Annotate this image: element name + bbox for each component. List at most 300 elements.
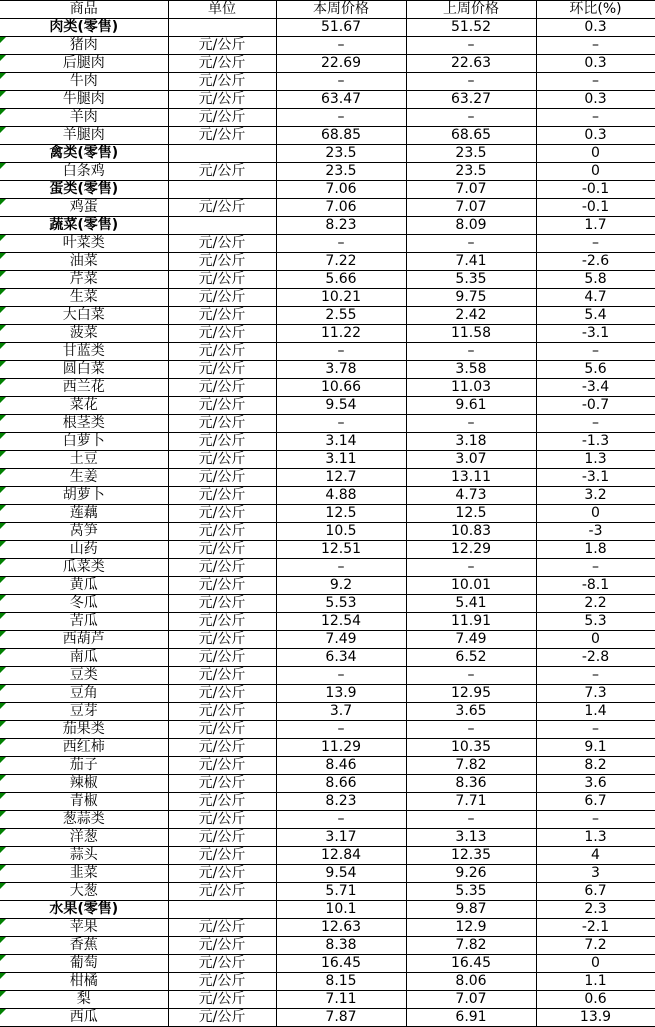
commodity-cell[interactable] bbox=[0, 577, 168, 595]
this-week-price-value: 10.66 bbox=[320, 379, 362, 395]
wow-percent-cell[interactable] bbox=[536, 91, 655, 109]
commodity-cell[interactable] bbox=[0, 271, 168, 289]
this-week-price-cell[interactable] bbox=[276, 217, 406, 235]
unit-cell[interactable] bbox=[168, 19, 276, 37]
wow-percent-cell[interactable] bbox=[536, 1009, 655, 1027]
commodity-cell[interactable] bbox=[0, 19, 168, 37]
this-week-price-cell[interactable] bbox=[276, 541, 406, 559]
wow-percent-cell[interactable] bbox=[536, 37, 655, 55]
last-week-price-cell[interactable] bbox=[406, 703, 536, 721]
wow-percent-cell[interactable] bbox=[536, 757, 655, 775]
this-week-price-cell[interactable] bbox=[276, 397, 406, 415]
unit-cell[interactable] bbox=[168, 73, 276, 91]
this-week-price-cell[interactable] bbox=[276, 937, 406, 955]
commodity-cell[interactable] bbox=[0, 973, 168, 991]
unit-cell[interactable] bbox=[168, 109, 276, 127]
unit-cell[interactable] bbox=[168, 901, 276, 919]
this-week-price-cell[interactable] bbox=[276, 865, 406, 883]
wow-percent-cell[interactable] bbox=[536, 865, 655, 883]
this-week-price-cell[interactable] bbox=[276, 919, 406, 937]
last-week-price-cell[interactable] bbox=[406, 397, 536, 415]
commodity-cell[interactable] bbox=[0, 91, 168, 109]
last-week-price-cell[interactable] bbox=[406, 721, 536, 739]
commodity-label: 韭菜 bbox=[69, 865, 98, 881]
unit-cell[interactable] bbox=[168, 37, 276, 55]
last-week-price-cell[interactable] bbox=[406, 235, 536, 253]
this-week-price-cell[interactable] bbox=[276, 955, 406, 973]
commodity-cell[interactable] bbox=[0, 901, 168, 919]
this-week-price-cell[interactable] bbox=[276, 415, 406, 433]
unit-cell[interactable] bbox=[168, 361, 276, 379]
wow-percent-cell[interactable] bbox=[536, 361, 655, 379]
commodity-cell[interactable] bbox=[0, 919, 168, 937]
unit-label: 元/公斤 bbox=[198, 307, 246, 323]
this-week-price-cell[interactable] bbox=[276, 775, 406, 793]
unit-cell[interactable] bbox=[168, 703, 276, 721]
this-week-price-cell[interactable] bbox=[276, 127, 406, 145]
unit-cell[interactable] bbox=[168, 379, 276, 397]
this-week-price-cell[interactable] bbox=[276, 559, 406, 577]
wow-percent-cell[interactable] bbox=[536, 325, 655, 343]
last-week-price-cell[interactable] bbox=[406, 73, 536, 91]
this-week-price-cell[interactable] bbox=[276, 433, 406, 451]
unit-cell[interactable] bbox=[168, 541, 276, 559]
last-week-price-cell[interactable] bbox=[406, 667, 536, 685]
last-week-price-cell[interactable] bbox=[406, 991, 536, 1009]
wow-percent-cell[interactable] bbox=[536, 55, 655, 73]
wow-percent-cell[interactable] bbox=[536, 937, 655, 955]
commodity-cell[interactable] bbox=[0, 811, 168, 829]
header-cell-last-week[interactable]: 上周价格 bbox=[406, 1, 536, 19]
unit-cell[interactable] bbox=[168, 343, 276, 361]
commodity-cell[interactable] bbox=[0, 955, 168, 973]
wow-percent-cell[interactable] bbox=[536, 829, 655, 847]
wow-percent-cell[interactable] bbox=[536, 703, 655, 721]
this-week-price-cell[interactable] bbox=[276, 757, 406, 775]
this-week-price-cell[interactable] bbox=[276, 883, 406, 901]
last-week-price-cell[interactable] bbox=[406, 865, 536, 883]
wow-percent-cell[interactable] bbox=[536, 505, 655, 523]
wow-percent-cell[interactable] bbox=[536, 271, 655, 289]
wow-percent-cell[interactable] bbox=[536, 379, 655, 397]
wow-percent-cell[interactable] bbox=[536, 631, 655, 649]
unit-cell[interactable] bbox=[168, 973, 276, 991]
commodity-cell[interactable] bbox=[0, 73, 168, 91]
this-week-price-cell[interactable] bbox=[276, 721, 406, 739]
unit-cell[interactable] bbox=[168, 523, 276, 541]
unit-cell[interactable] bbox=[168, 217, 276, 235]
last-week-price-cell[interactable] bbox=[406, 37, 536, 55]
commodity-cell[interactable] bbox=[0, 469, 168, 487]
commodity-cell[interactable] bbox=[0, 649, 168, 667]
wow-percent-cell[interactable] bbox=[536, 793, 655, 811]
wow-percent-cell[interactable] bbox=[536, 307, 655, 325]
last-week-price-cell[interactable] bbox=[406, 91, 536, 109]
last-week-price-cell[interactable] bbox=[406, 811, 536, 829]
commodity-cell[interactable] bbox=[0, 631, 168, 649]
unit-cell[interactable] bbox=[168, 415, 276, 433]
header-cell-commodity[interactable]: 商品 bbox=[0, 1, 168, 19]
unit-cell[interactable] bbox=[168, 775, 276, 793]
unit-cell[interactable] bbox=[168, 883, 276, 901]
header-cell-wow-percent[interactable]: 环比(%) bbox=[536, 1, 655, 19]
wow-percent-cell[interactable] bbox=[536, 451, 655, 469]
wow-percent-cell[interactable] bbox=[536, 721, 655, 739]
last-week-price-cell[interactable] bbox=[406, 325, 536, 343]
unit-cell[interactable] bbox=[168, 181, 276, 199]
unit-cell[interactable] bbox=[168, 613, 276, 631]
commodity-cell[interactable] bbox=[0, 361, 168, 379]
this-week-price-cell[interactable] bbox=[276, 631, 406, 649]
unit-cell[interactable] bbox=[168, 685, 276, 703]
this-week-price-cell[interactable] bbox=[276, 307, 406, 325]
last-week-price-cell[interactable] bbox=[406, 775, 536, 793]
this-week-price-cell[interactable] bbox=[276, 343, 406, 361]
commodity-cell[interactable] bbox=[0, 289, 168, 307]
wow-percent-value: -3.1 bbox=[581, 325, 610, 341]
this-week-price-cell[interactable] bbox=[276, 271, 406, 289]
commodity-cell[interactable] bbox=[0, 595, 168, 613]
commodity-cell[interactable] bbox=[0, 721, 168, 739]
last-week-price-cell[interactable] bbox=[406, 289, 536, 307]
this-week-price-cell[interactable] bbox=[276, 163, 406, 181]
last-week-price-cell[interactable] bbox=[406, 343, 536, 361]
this-week-price-cell[interactable] bbox=[276, 379, 406, 397]
commodity-cell[interactable] bbox=[0, 325, 168, 343]
commodity-cell[interactable] bbox=[0, 703, 168, 721]
this-week-price-cell[interactable] bbox=[276, 991, 406, 1009]
wow-percent-cell[interactable] bbox=[536, 577, 655, 595]
this-week-price-cell[interactable] bbox=[276, 235, 406, 253]
unit-cell[interactable] bbox=[168, 847, 276, 865]
this-week-price-cell[interactable] bbox=[276, 181, 406, 199]
unit-cell[interactable] bbox=[168, 955, 276, 973]
unit-cell[interactable] bbox=[168, 433, 276, 451]
wow-percent-cell[interactable] bbox=[536, 613, 655, 631]
this-week-price-cell[interactable] bbox=[276, 109, 406, 127]
wow-percent-cell[interactable] bbox=[536, 901, 655, 919]
this-week-price-cell[interactable] bbox=[276, 667, 406, 685]
this-week-price-cell[interactable] bbox=[276, 847, 406, 865]
commodity-cell[interactable] bbox=[0, 793, 168, 811]
commodity-cell[interactable] bbox=[0, 307, 168, 325]
last-week-price-cell[interactable] bbox=[406, 199, 536, 217]
this-week-price-cell[interactable] bbox=[276, 253, 406, 271]
this-week-price-cell[interactable] bbox=[276, 361, 406, 379]
commodity-cell[interactable] bbox=[0, 1009, 168, 1027]
wow-percent-cell[interactable] bbox=[536, 685, 655, 703]
unit-cell[interactable] bbox=[168, 91, 276, 109]
last-week-price-cell[interactable] bbox=[406, 163, 536, 181]
commodity-cell[interactable] bbox=[0, 937, 168, 955]
wow-percent-cell[interactable] bbox=[536, 343, 655, 361]
commodity-cell[interactable] bbox=[0, 253, 168, 271]
commodity-cell[interactable] bbox=[0, 541, 168, 559]
this-week-price-cell[interactable] bbox=[276, 577, 406, 595]
last-week-price-cell[interactable] bbox=[406, 739, 536, 757]
last-week-price-cell[interactable] bbox=[406, 271, 536, 289]
last-week-price-cell[interactable] bbox=[406, 469, 536, 487]
unit-cell[interactable] bbox=[168, 811, 276, 829]
last-week-price-cell[interactable] bbox=[406, 361, 536, 379]
this-week-price-value: 7.87 bbox=[325, 1009, 357, 1025]
unit-cell[interactable] bbox=[168, 793, 276, 811]
wow-percent-cell[interactable] bbox=[536, 541, 655, 559]
commodity-cell[interactable] bbox=[0, 685, 168, 703]
this-week-price-cell[interactable] bbox=[276, 973, 406, 991]
wow-percent-cell[interactable] bbox=[536, 73, 655, 91]
last-week-price-cell[interactable] bbox=[406, 181, 536, 199]
commodity-cell[interactable] bbox=[0, 865, 168, 883]
wow-percent-cell[interactable] bbox=[536, 973, 655, 991]
wow-percent-cell[interactable] bbox=[536, 199, 655, 217]
this-week-price-cell[interactable] bbox=[276, 73, 406, 91]
last-week-price-cell[interactable] bbox=[406, 559, 536, 577]
unit-cell[interactable] bbox=[168, 253, 276, 271]
last-week-price-cell[interactable] bbox=[406, 577, 536, 595]
last-week-price-cell[interactable] bbox=[406, 901, 536, 919]
this-week-price-cell[interactable] bbox=[276, 505, 406, 523]
unit-cell[interactable] bbox=[168, 271, 276, 289]
last-week-price-value: 9.75 bbox=[455, 289, 487, 305]
unit-cell[interactable] bbox=[168, 163, 276, 181]
commodity-cell[interactable] bbox=[0, 415, 168, 433]
this-week-price-cell[interactable] bbox=[276, 289, 406, 307]
wow-percent-cell[interactable] bbox=[536, 289, 655, 307]
this-week-price-cell[interactable] bbox=[276, 145, 406, 163]
commodity-cell[interactable] bbox=[0, 883, 168, 901]
this-week-price-cell[interactable] bbox=[276, 523, 406, 541]
table-row bbox=[0, 397, 655, 415]
last-week-price-cell[interactable] bbox=[406, 505, 536, 523]
wow-percent-cell[interactable] bbox=[536, 217, 655, 235]
wow-percent-cell[interactable] bbox=[536, 775, 655, 793]
last-week-price-cell[interactable] bbox=[406, 415, 536, 433]
commodity-cell[interactable] bbox=[0, 127, 168, 145]
last-week-price-cell[interactable] bbox=[406, 649, 536, 667]
last-week-price-cell[interactable] bbox=[406, 55, 536, 73]
unit-cell[interactable] bbox=[168, 865, 276, 883]
last-week-price-cell[interactable] bbox=[406, 937, 536, 955]
commodity-cell[interactable] bbox=[0, 523, 168, 541]
this-week-price-cell[interactable] bbox=[276, 199, 406, 217]
this-week-price-cell[interactable] bbox=[276, 325, 406, 343]
last-week-price-cell[interactable] bbox=[406, 973, 536, 991]
unit-cell[interactable] bbox=[168, 199, 276, 217]
unit-cell[interactable] bbox=[168, 451, 276, 469]
unit-cell[interactable] bbox=[168, 127, 276, 145]
this-week-price-cell[interactable] bbox=[276, 739, 406, 757]
this-week-price-cell[interactable] bbox=[276, 19, 406, 37]
unit-cell[interactable] bbox=[168, 289, 276, 307]
last-week-price-value: 7.49 bbox=[455, 631, 487, 647]
unit-cell[interactable] bbox=[168, 667, 276, 685]
last-week-price-cell[interactable] bbox=[406, 685, 536, 703]
last-week-price-cell[interactable] bbox=[406, 1009, 536, 1027]
last-week-price-cell[interactable] bbox=[406, 487, 536, 505]
this-week-price-cell[interactable] bbox=[276, 703, 406, 721]
wow-percent-cell[interactable] bbox=[536, 397, 655, 415]
commodity-cell[interactable] bbox=[0, 163, 168, 181]
commodity-cell[interactable] bbox=[0, 829, 168, 847]
table-row bbox=[0, 991, 655, 1009]
commodity-cell[interactable] bbox=[0, 55, 168, 73]
this-week-price-cell[interactable] bbox=[276, 37, 406, 55]
commodity-cell[interactable] bbox=[0, 847, 168, 865]
wow-percent-cell[interactable] bbox=[536, 559, 655, 577]
commodity-cell[interactable] bbox=[0, 991, 168, 1009]
wow-percent-cell[interactable] bbox=[536, 19, 655, 37]
last-week-price-cell[interactable] bbox=[406, 217, 536, 235]
this-week-price-cell[interactable] bbox=[276, 55, 406, 73]
this-week-price-cell[interactable] bbox=[276, 595, 406, 613]
last-week-price-cell[interactable] bbox=[406, 829, 536, 847]
last-week-price-cell[interactable] bbox=[406, 379, 536, 397]
last-week-price-cell[interactable] bbox=[406, 631, 536, 649]
commodity-cell[interactable] bbox=[0, 181, 168, 199]
unit-cell[interactable] bbox=[168, 487, 276, 505]
this-week-price-cell[interactable] bbox=[276, 613, 406, 631]
unit-cell[interactable] bbox=[168, 739, 276, 757]
commodity-cell[interactable] bbox=[0, 145, 168, 163]
unit-cell[interactable] bbox=[168, 937, 276, 955]
unit-cell[interactable] bbox=[168, 721, 276, 739]
this-week-price-cell[interactable] bbox=[276, 451, 406, 469]
unit-cell[interactable] bbox=[168, 397, 276, 415]
unit-cell[interactable] bbox=[168, 307, 276, 325]
commodity-cell[interactable] bbox=[0, 451, 168, 469]
last-week-price-cell[interactable] bbox=[406, 19, 536, 37]
wow-percent-cell[interactable] bbox=[536, 109, 655, 127]
wow-percent-cell[interactable] bbox=[536, 919, 655, 937]
this-week-price-cell[interactable] bbox=[276, 469, 406, 487]
header-cell-this-week[interactable]: 本周价格 bbox=[276, 1, 406, 19]
wow-percent-cell[interactable] bbox=[536, 955, 655, 973]
last-week-price-cell[interactable] bbox=[406, 541, 536, 559]
wow-percent-cell[interactable] bbox=[536, 811, 655, 829]
unit-cell[interactable] bbox=[168, 595, 276, 613]
unit-cell[interactable] bbox=[168, 829, 276, 847]
unit-cell[interactable] bbox=[168, 505, 276, 523]
wow-percent-value: 1.7 bbox=[584, 217, 607, 233]
unit-cell[interactable] bbox=[168, 469, 276, 487]
commodity-cell[interactable] bbox=[0, 109, 168, 127]
last-week-price-cell[interactable] bbox=[406, 253, 536, 271]
last-week-price-cell[interactable] bbox=[406, 613, 536, 631]
last-week-price-cell[interactable] bbox=[406, 433, 536, 451]
commodity-cell[interactable] bbox=[0, 37, 168, 55]
commodity-cell[interactable] bbox=[0, 613, 168, 631]
wow-percent-cell[interactable] bbox=[536, 145, 655, 163]
commodity-cell[interactable] bbox=[0, 397, 168, 415]
wow-percent-cell[interactable] bbox=[536, 991, 655, 1009]
last-week-price-cell[interactable] bbox=[406, 757, 536, 775]
wow-percent-value: -1.3 bbox=[581, 433, 610, 449]
this-week-price-cell[interactable] bbox=[276, 829, 406, 847]
commodity-cell[interactable] bbox=[0, 199, 168, 217]
this-week-price-cell[interactable] bbox=[276, 793, 406, 811]
last-week-price-cell[interactable] bbox=[406, 793, 536, 811]
commodity-cell[interactable] bbox=[0, 217, 168, 235]
commodity-cell[interactable] bbox=[0, 235, 168, 253]
commodity-cell[interactable] bbox=[0, 775, 168, 793]
header-cell-unit[interactable]: 单位 bbox=[168, 1, 276, 19]
number-stored-as-text-flag-icon bbox=[0, 883, 6, 889]
wow-percent-cell[interactable] bbox=[536, 181, 655, 199]
this-week-price-cell[interactable] bbox=[276, 811, 406, 829]
wow-percent-cell[interactable] bbox=[536, 847, 655, 865]
wow-percent-cell[interactable] bbox=[536, 415, 655, 433]
unit-cell[interactable] bbox=[168, 55, 276, 73]
commodity-cell[interactable] bbox=[0, 379, 168, 397]
last-week-price-value: 16.45 bbox=[450, 955, 492, 971]
wow-percent-cell[interactable] bbox=[536, 433, 655, 451]
commodity-cell[interactable] bbox=[0, 559, 168, 577]
commodity-cell[interactable] bbox=[0, 343, 168, 361]
commodity-cell[interactable] bbox=[0, 757, 168, 775]
commodity-cell[interactable] bbox=[0, 667, 168, 685]
wow-percent-cell[interactable] bbox=[536, 253, 655, 271]
wow-percent-cell[interactable] bbox=[536, 649, 655, 667]
last-week-price-cell[interactable] bbox=[406, 307, 536, 325]
wow-percent-cell[interactable] bbox=[536, 595, 655, 613]
unit-cell[interactable] bbox=[168, 919, 276, 937]
commodity-cell[interactable] bbox=[0, 505, 168, 523]
unit-cell[interactable] bbox=[168, 325, 276, 343]
unit-cell[interactable] bbox=[168, 1009, 276, 1027]
commodity-cell[interactable] bbox=[0, 433, 168, 451]
last-week-price-cell[interactable] bbox=[406, 523, 536, 541]
unit-cell[interactable] bbox=[168, 757, 276, 775]
unit-cell[interactable] bbox=[168, 559, 276, 577]
unit-cell[interactable] bbox=[168, 577, 276, 595]
wow-percent-cell[interactable] bbox=[536, 883, 655, 901]
wow-percent-cell[interactable] bbox=[536, 523, 655, 541]
this-week-price-cell[interactable] bbox=[276, 487, 406, 505]
wow-percent-cell[interactable] bbox=[536, 127, 655, 145]
wow-percent-cell[interactable] bbox=[536, 235, 655, 253]
this-week-price-cell[interactable] bbox=[276, 1009, 406, 1027]
unit-cell[interactable] bbox=[168, 991, 276, 1009]
last-week-price-cell[interactable] bbox=[406, 847, 536, 865]
commodity-cell[interactable] bbox=[0, 487, 168, 505]
unit-cell[interactable] bbox=[168, 145, 276, 163]
this-week-price-cell[interactable] bbox=[276, 901, 406, 919]
last-week-price-cell[interactable] bbox=[406, 883, 536, 901]
last-week-price-cell[interactable] bbox=[406, 919, 536, 937]
last-week-price-value: 4.73 bbox=[455, 487, 487, 503]
last-week-price-cell[interactable] bbox=[406, 595, 536, 613]
this-week-price-cell[interactable] bbox=[276, 91, 406, 109]
wow-percent-cell[interactable] bbox=[536, 739, 655, 757]
unit-cell[interactable] bbox=[168, 631, 276, 649]
last-week-price-cell[interactable] bbox=[406, 127, 536, 145]
this-week-price-cell[interactable] bbox=[276, 649, 406, 667]
wow-percent-cell[interactable] bbox=[536, 487, 655, 505]
commodity-cell[interactable] bbox=[0, 739, 168, 757]
last-week-price-cell[interactable] bbox=[406, 109, 536, 127]
unit-cell[interactable] bbox=[168, 649, 276, 667]
wow-percent-cell[interactable] bbox=[536, 667, 655, 685]
this-week-price-cell[interactable] bbox=[276, 685, 406, 703]
last-week-price-cell[interactable] bbox=[406, 451, 536, 469]
last-week-price-value: 13.11 bbox=[450, 469, 492, 485]
last-week-price-cell[interactable] bbox=[406, 145, 536, 163]
wow-percent-cell[interactable] bbox=[536, 163, 655, 181]
unit-cell[interactable] bbox=[168, 235, 276, 253]
wow-percent-cell[interactable] bbox=[536, 469, 655, 487]
last-week-price-cell[interactable] bbox=[406, 955, 536, 973]
